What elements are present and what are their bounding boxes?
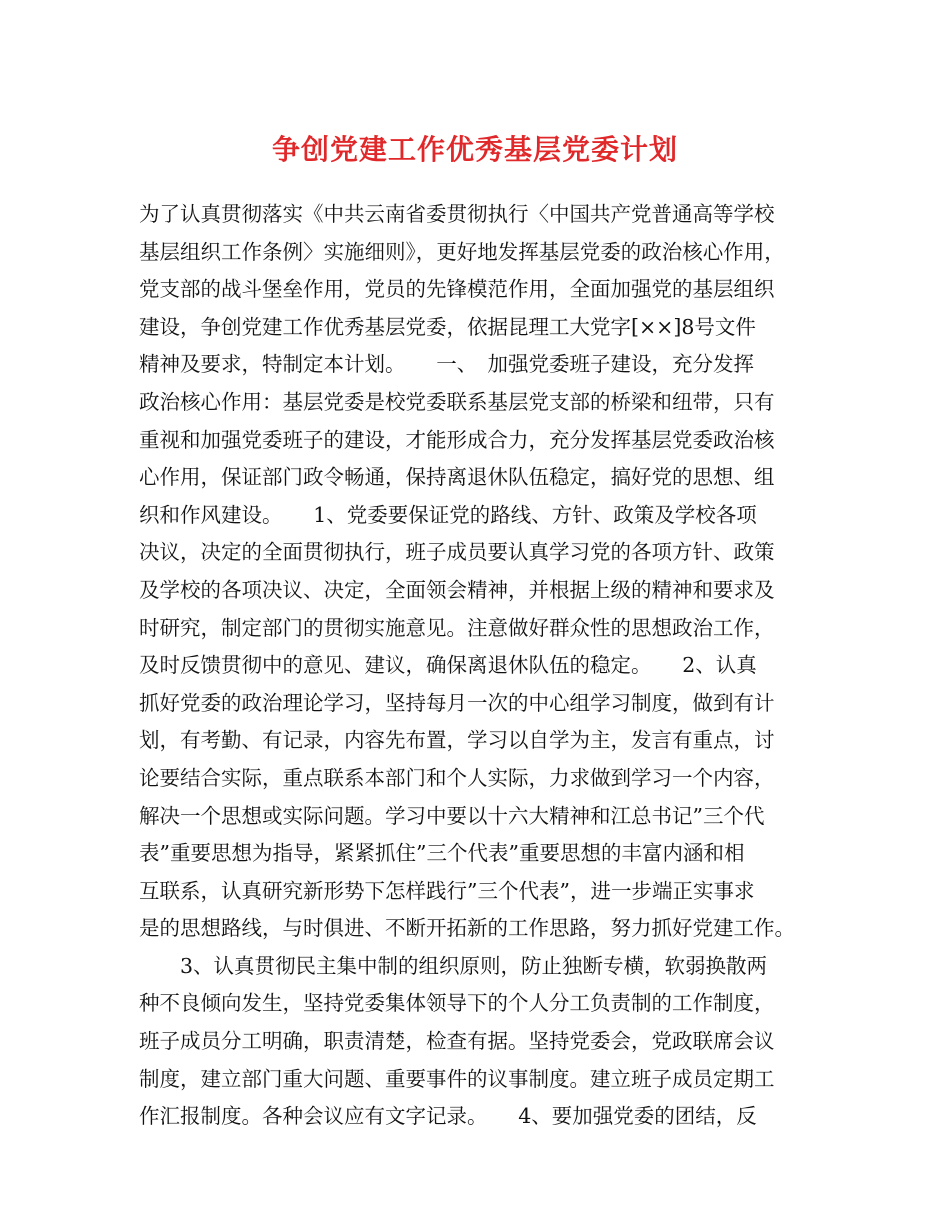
body-line: 班子成员分工明确，职责清楚，检查有据。坚持党委会，党政联席会议 <box>139 1029 775 1054</box>
body-line: 作汇报制度。各种会议应有文字记录。 4、要加强党委的团结，反 <box>139 1104 757 1129</box>
body-line: 织和作风建设。 1、党委要保证党的路线、方针、政策及学校各项 <box>139 502 757 527</box>
body-line: 决议，决定的全面贯彻执行，班子成员要认真学习党的各项方针、政策 <box>139 540 775 565</box>
body-line: 建设，争创党建工作优秀基层党委，依据昆理工大党字[××]8号文件 <box>139 314 756 339</box>
body-line: 党支部的战斗堡垒作用，党员的先锋模范作用，全面加强党的基层组织 <box>139 277 775 302</box>
body-line: 及时反馈贯彻中的意见、建议，确保离退休队伍的稳定。 2、认真 <box>139 653 757 678</box>
document-body <box>139 196 819 1136</box>
body-line: 抓好党委的政治理论学习，坚持每月一次的中心组学习制度，做到有计 <box>139 690 775 715</box>
body-line: 时研究，制定部门的贯彻实施意见。注意做好群众性的思想政治工作， <box>139 615 775 640</box>
body-line: 重视和加强党委班子的建设，才能形成合力，充分发挥基层党委政治核 <box>139 427 775 452</box>
body-line: 及学校的各项决议、决定，全面领会精神，并根据上级的精神和要求及 <box>139 577 775 602</box>
body-line: 论要结合实际，重点联系本部门和个人实际，力求做到学习一个内容， <box>139 765 775 790</box>
body-line: 为了认真贯彻落实《中共云南省委贯彻执行〈中国共产党普通高等学校 <box>139 202 775 226</box>
body-line: 表”重要思想为指导，紧紧抓住”三个代表”重要思想的丰富内涵和相 <box>139 841 745 866</box>
body-line: 种不良倾向发生，坚持党委集体领导下的个人分工负责制的工作制度， <box>139 991 775 1016</box>
body-line: 解决一个思想或实际问题。学习中要以十六大精神和江总书记”三个代 <box>139 803 765 828</box>
body-line: 3、认真贯彻民主集中制的组织原则，防止独断专横，软弱换散两 <box>139 953 768 978</box>
body-line: 政治核心作用：基层党委是校党委联系基层党支部的桥梁和纽带，只有 <box>139 389 775 414</box>
body-line: 心作用，保证部门政令畅通，保持离退休队伍稳定，搞好党的思想、组 <box>139 465 775 490</box>
body-line: 制度，建立部门重大问题、重要事件的议事制度。建立班子成员定期工 <box>139 1066 775 1091</box>
body-line: 互联系，认真研究新形势下怎样践行”三个代表”，进一步端正实事求 <box>139 878 755 903</box>
body-line: 精神及要求，特制定本计划。 一、 加强党委班子建设，充分发挥 <box>139 352 754 377</box>
body-line: 基层组织工作条例〉实施细则》，更好地发挥基层党委的政治核心作用， <box>139 239 785 264</box>
page-title: 争创党建工作优秀基层党委计划 <box>271 133 678 166</box>
body-line: 划，有考勤、有记录，内容先布置，学习以自学为主，发言有重点，讨 <box>139 728 775 753</box>
body-line: 是的思想路线，与时俱进、不断开拓新的工作思路，努力抓好党建工作。 <box>139 916 795 941</box>
